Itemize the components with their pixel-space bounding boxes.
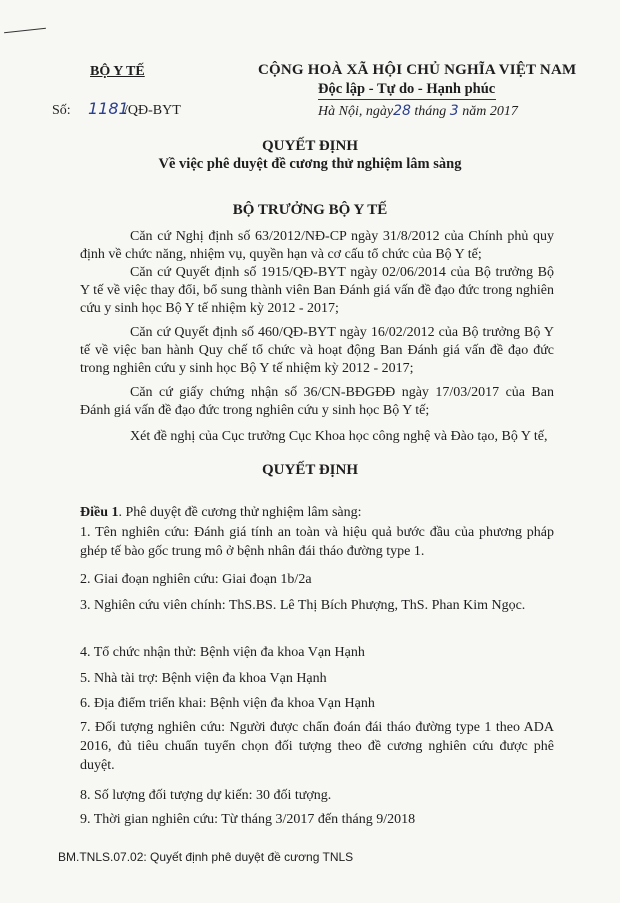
decision-title: QUYẾT ĐỊNH <box>262 138 358 154</box>
list-item: 6. Địa điểm triển khai: Bệnh viện đa khoa Vạn Hạnh <box>80 696 375 711</box>
date-prefix: Hà Nội, ngày <box>318 104 394 119</box>
list-item: 7. Đối tượng nghiên cứu: Người được chẩn đoán đái tháo đường type 1 theo ADA 2016, đủ tiêu chuẩn tuyển chọn đối tượng theo đề cương nghiên cứu được phê duyệt. <box>80 720 554 773</box>
preamble-paragraph: Xét đề nghị của Cục trưởng Cục Khoa học công nghệ và Đào tạo, Bộ Y tế, <box>130 429 548 444</box>
motto-underline <box>318 99 496 100</box>
form-code-footer: BM.TNLS.07.02: Quyết định phê duyệt đề cương TNLS <box>58 850 354 864</box>
list-item: 4. Tổ chức nhận thử: Bệnh viện đa khoa Vạn Hạnh <box>80 645 365 660</box>
ministry-name: BỘ Y TẾ <box>90 64 145 79</box>
preamble-paragraph: Căn cứ Quyết định số 1915/QĐ-BYT ngày 02/06/2014 của Bộ trưởng Bộ Y tế về việc thay đổi, bổ sung thành viên Ban Đánh giá vấn đề đạo đức trong nghiên cứu y sinh học Bộ Y tế nhiệm kỳ 2012 - 2017; <box>80 265 554 316</box>
list-item: 9. Thời gian nghiên cứu: Từ tháng 3/2017 đến tháng 9/2018 <box>80 812 416 827</box>
article-1-text: . Phê duyệt đề cương thử nghiệm lâm sàng: <box>118 505 362 520</box>
republic-name: CỘNG HOÀ XÃ HỘI CHỦ NGHĨA VIỆT NAM <box>258 62 577 78</box>
national-motto: Độc lập - Tự do - Hạnh phúc <box>318 81 496 97</box>
document-number-label: Số: <box>52 103 71 118</box>
list-item: 1. Tên nghiên cứu: Đánh giá tính an toàn và hiệu quả bước đầu của phương pháp ghép tế bào gốc trung mô ở bệnh nhân đái tháo đường type 1. <box>80 525 554 559</box>
document-number-suffix: /QĐ-BYT <box>124 103 181 118</box>
article-1 <box>80 505 362 521</box>
date-month-handwritten: 3 <box>449 103 459 119</box>
corner-pen-mark <box>4 28 46 33</box>
article-1-label: Điều 1 <box>80 505 119 520</box>
decision-subject: Về việc phê duyệt đề cương thử nghiệm lâm sàng <box>158 156 462 172</box>
list-item: 8. Số lượng đối tượng dự kiến: 30 đối tượng. <box>80 788 332 803</box>
preamble-paragraph: Căn cứ giấy chứng nhận số 36/CN-BĐGĐĐ ngày 17/03/2017 của Ban Đánh giá vấn đề đạo đức trong nghiên cứu y sinh học Bộ Y tế; <box>80 385 554 418</box>
list-item: 3. Nghiên cứu viên chính: ThS.BS. Lê Thị Bích Phượng, ThS. Phan Kim Ngọc. <box>80 598 526 613</box>
date-year: năm 2017 <box>462 104 518 119</box>
date-day-handwritten: 28 <box>393 103 411 119</box>
document-number-handwritten: 1181 <box>88 99 129 118</box>
preamble-paragraph: Căn cứ Nghị định số 63/2012/NĐ-CP ngày 31/8/2012 của Chính phủ quy định về chức năng, nhiệm vụ, quyền hạn và cơ cấu tổ chức của Bộ Y tế; <box>80 229 554 262</box>
authority-heading: BỘ TRƯỞNG BỘ Y TẾ <box>232 202 388 218</box>
list-item: 2. Giai đoạn nghiên cứu: Giai đoạn 1b/2a <box>80 572 312 587</box>
preamble <box>80 228 554 446</box>
date-month-label: tháng <box>414 104 447 119</box>
list-item: 5. Nhà tài trợ: Bệnh viện đa khoa Vạn Hạnh <box>80 671 327 686</box>
document-date <box>318 103 518 120</box>
decision-heading: QUYẾT ĐỊNH <box>262 462 358 478</box>
preamble-paragraph: Căn cứ Quyết định số 460/QĐ-BYT ngày 16/02/2012 của Bộ trưởng Bộ Y tế về việc ban hành Quy chế tổ chức và hoạt động Ban Đánh giá vấn đề đạo đức trong nghiên cứu y sinh học Bộ Y tế nhiệm kỳ 2012 - 2017; <box>80 325 554 376</box>
